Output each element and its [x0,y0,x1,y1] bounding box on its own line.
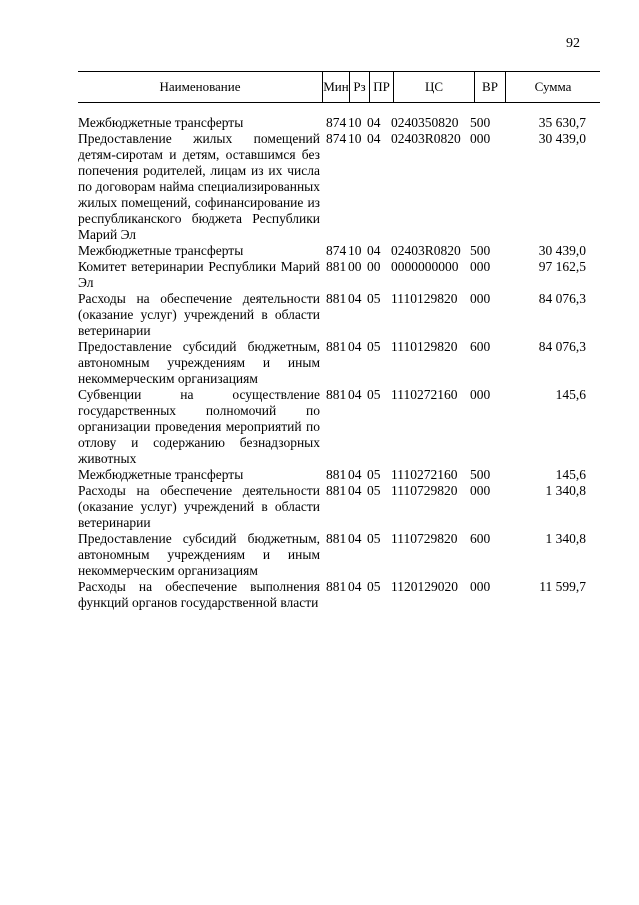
row-cs: 02403R0820 [391,131,461,146]
row-codes [326,131,500,147]
row-min: 881 [326,259,347,274]
row-sum: 84 076,3 [538,339,586,354]
row-sum: 35 630,7 [538,115,586,130]
table-row [78,467,600,483]
row-rz: 04 [348,291,362,306]
row-cs: 0000000000 [391,259,459,274]
row-sum: 1 340,8 [545,483,586,498]
row-codes [326,115,500,131]
row-pr: 05 [367,291,381,306]
row-name: Комитет ветеринарии Республики Марий Эл [78,259,320,290]
row-name: Расходы на обеспечение деятельности (оказание услуг) учреждений в области ветеринарии [78,291,320,338]
row-codes [326,291,500,307]
row-min: 881 [326,467,347,482]
table-row [78,115,600,131]
row-min: 881 [326,291,347,306]
table-row [78,131,600,243]
row-pr: 05 [367,339,381,354]
row-codes [326,387,500,403]
row-cs: 1110129820 [391,291,458,306]
row-cs: 1110129820 [391,339,458,354]
row-rz: 04 [348,387,362,402]
header-name: Наименование [159,79,241,94]
row-pr: 04 [367,131,381,146]
row-rz: 04 [348,339,362,354]
table-row [78,483,600,531]
row-pr: 05 [367,531,381,546]
row-name: Субвенции на осуществление государственных полномочий по организации проведения мероприятий по отлову и содержанию безнадзорных животных [78,387,320,466]
row-min: 874 [326,243,347,258]
row-name: Расходы на обеспечение выполнения функций органов государственной власти [78,579,320,610]
row-cs: 1110272160 [391,467,458,482]
table-row [78,291,600,339]
row-vr: 000 [470,131,491,146]
row-vr: 000 [470,291,491,306]
row-name: Предоставление субсидий бюджетным, автономным учреждениям и иным некоммерческим организациям [78,531,320,578]
row-vr: 600 [470,339,491,354]
row-name: Расходы на обеспечение деятельности (оказание услуг) учреждений в области ветеринарии [78,483,320,530]
row-vr: 000 [470,387,491,402]
row-pr: 05 [367,467,381,482]
row-codes [326,531,500,547]
row-name: Межбюджетные трансферты [78,467,244,482]
row-pr: 05 [367,483,381,498]
table-row [78,339,600,387]
header-pr: ПР [369,72,393,102]
table-row [78,387,600,467]
row-cs: 1120129020 [391,579,458,594]
row-rz: 04 [348,579,362,594]
row-pr: 00 [367,259,381,274]
row-vr: 000 [470,579,491,594]
row-pr: 05 [367,387,381,402]
row-sum: 30 439,0 [538,131,586,146]
table-body [78,115,600,611]
header-cs: ЦС [393,72,474,102]
row-cs: 02403R0820 [391,243,461,258]
row-rz: 04 [348,467,362,482]
row-pr: 04 [367,115,381,130]
row-vr: 500 [470,243,491,258]
page-number: 92 [566,36,580,51]
row-rz: 10 [348,243,362,258]
row-sum: 84 076,3 [538,291,586,306]
row-vr: 500 [470,115,491,130]
row-cs: 1110729820 [391,531,458,546]
table-row [78,259,600,291]
row-codes [326,259,500,275]
row-min: 874 [326,115,347,130]
row-vr: 500 [470,467,491,482]
row-sum: 145,6 [555,387,586,402]
row-sum: 97 162,5 [538,259,586,274]
row-sum: 1 340,8 [545,531,586,546]
row-name: Предоставление жилых помещений детям-сиротам и детям, оставшимся без попечения родителей, лицам из их числа по договорам найма специализированных жилых помещений, софинансирование из республиканского бюджета Республики Марий Эл [78,131,320,242]
row-vr: 000 [470,483,491,498]
header-sum: Сумма [505,72,600,102]
row-sum: 145,6 [555,467,586,482]
header-vr: ВР [474,72,505,102]
row-sum: 30 439,0 [538,243,586,258]
row-name: Предоставление субсидий бюджетным, автономным учреждениям и иным некоммерческим организациям [78,339,320,386]
row-vr: 000 [470,259,491,274]
row-name: Межбюджетные трансферты [78,115,244,130]
row-rz: 04 [348,483,362,498]
row-sum: 11 599,7 [539,579,586,594]
row-min: 874 [326,131,347,146]
row-min: 881 [326,531,347,546]
row-rz: 10 [348,131,362,146]
row-pr: 04 [367,243,381,258]
table-row [78,243,600,259]
row-vr: 600 [470,531,491,546]
budget-table [78,71,600,611]
row-rz: 04 [348,531,362,546]
row-min: 881 [326,339,347,354]
row-min: 881 [326,483,347,498]
row-codes [326,579,500,595]
row-codes [326,339,500,355]
table-row [78,579,600,611]
row-cs: 1110272160 [391,387,458,402]
row-codes [326,243,500,259]
row-min: 881 [326,579,347,594]
row-cs: 0240350820 [391,115,459,130]
row-pr: 05 [367,579,381,594]
row-codes [326,467,500,483]
header-min: Мин [322,72,349,102]
row-cs: 1110729820 [391,483,458,498]
row-min: 881 [326,387,347,402]
table-row [78,531,600,579]
header-rz: Рз [349,72,369,102]
row-rz: 00 [348,259,362,274]
row-name: Межбюджетные трансферты [78,243,244,258]
row-codes [326,483,500,499]
table-header [78,71,600,103]
row-rz: 10 [348,115,362,130]
